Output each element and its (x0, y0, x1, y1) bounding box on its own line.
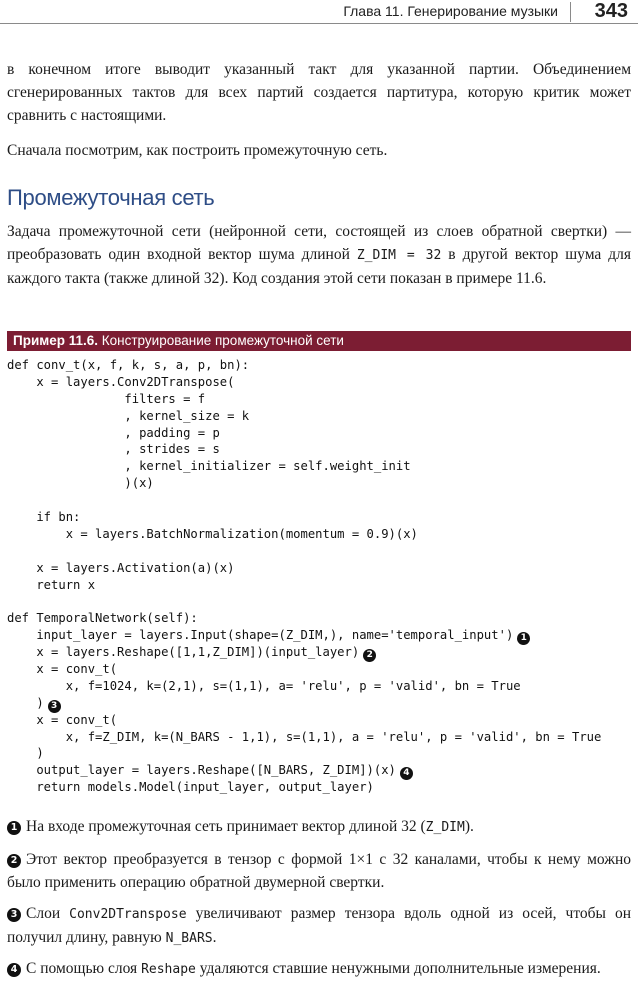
code-line (7, 374, 633, 391)
code-text: x, f=Z_DIM, k=(N_BARS - 1,1), s=(1,1), a = 'relu', p = 'valid', bn = True (7, 729, 602, 744)
code-text: x = layers.Activation(a)(x) (7, 560, 235, 575)
code-line (7, 492, 633, 509)
code-line (7, 526, 633, 543)
note-text: . (212, 929, 217, 946)
code-line (7, 661, 633, 678)
code-line (7, 610, 633, 627)
code-listing (7, 357, 633, 796)
code-line (7, 458, 633, 475)
code-text: x = layers.Conv2DTranspose( (7, 374, 235, 389)
note-text: Этот вектор преобразуется в тензор с формой 1×1 с 32 каналами, чтобы к нему можно было применить операцию обратной двумерной свертки. (7, 851, 631, 891)
section-paragraph-text-1: Задача промежуточной сети (нейронной сети, состоящей из слоев обратной свертки) — преобразовать один входной вектор шума длиной (7, 223, 631, 263)
callout-marker-icon: 2 (363, 649, 376, 662)
example-caption (7, 333, 344, 348)
note-text: удаляются ставшие ненужными дополнительные измерения. (195, 960, 601, 977)
code-text: ) (7, 746, 44, 761)
code-text: , kernel_initializer = self.weight_init (7, 459, 411, 474)
chapter-title: Глава 11. Генерирование музыки (343, 3, 558, 19)
code-text: return models.Model(input_layer, output_layer) (7, 780, 374, 795)
intro-paragraph-2: Сначала посмотрим, как построить промежуточную сеть. (7, 142, 388, 159)
code-text: input_layer = layers.Input(shape=(Z_DIM,), name='temporal_input') (7, 628, 514, 643)
code-text: , strides = s (7, 442, 220, 457)
code-text: def TemporalNetwork(self): (7, 611, 198, 626)
header-rule (0, 23, 638, 24)
note-text: ). (464, 818, 474, 835)
code-line (7, 441, 633, 458)
page-header (0, 0, 638, 24)
note-marker-icon: 4 (7, 963, 21, 977)
code-text: return x (7, 577, 96, 592)
callout-marker-icon: 4 (400, 767, 413, 780)
intro-paragraph-1: в конечном итоге выводит указанный такт для указанной партии. Объединением сгенерированных тактов для всех партий создается партитура, которую критик может сравнить с настоящими. (7, 61, 631, 124)
code-line (7, 577, 633, 594)
code-text: filters = f (7, 391, 206, 406)
code-line (7, 391, 633, 408)
code-line (7, 644, 633, 661)
zdim-inline-code: Z_DIM = 32 (356, 248, 442, 263)
note-text: увеличивают размер тензора вдоль одной из осей, чтобы он получил длину, равную (7, 905, 631, 946)
note-text: Слои (26, 905, 70, 922)
page-number: 343 (594, 0, 628, 22)
code-text: , kernel_size = k (7, 408, 250, 423)
code-text: output_layer = layers.Reshape([N_BARS, Z_DIM])(x) (7, 763, 396, 778)
section-paragraph (7, 220, 631, 290)
code-text: , padding = p (7, 425, 220, 440)
note-marker-icon: 1 (7, 821, 21, 835)
code-line (7, 593, 633, 610)
callout-note-4 (7, 957, 631, 981)
code-text: ) (7, 695, 44, 710)
note-inline-code: Reshape (141, 962, 196, 977)
code-line (7, 627, 633, 644)
code-line (7, 729, 633, 746)
code-text: def conv_t(x, f, k, s, a, p, bn): (7, 358, 250, 372)
note-text: С помощью слоя (26, 960, 142, 977)
code-line (7, 357, 633, 374)
code-text: x, f=1024, k=(2,1), s=(1,1), a= 'relu', p = 'valid', bn = True (7, 678, 521, 693)
header-separator (570, 2, 571, 22)
note-marker-icon: 3 (7, 908, 21, 922)
code-line (7, 762, 633, 779)
callout-note-1 (7, 815, 631, 839)
note-text: На входе промежуточная сеть принимает вектор длиной 32 ( (26, 818, 426, 835)
code-line (7, 425, 633, 442)
code-text: x = layers.BatchNormalization(momentum = 0.9)(x) (7, 526, 418, 541)
code-line (7, 543, 633, 560)
callout-marker-icon: 3 (48, 700, 61, 713)
note-inline-code: Z_DIM (425, 820, 465, 835)
note-inline-code: Conv2DTranspose (69, 907, 187, 922)
example-label: Пример 11.6. (13, 333, 99, 348)
example-title: Конструирование промежуточной сети (98, 333, 344, 348)
section-heading: Промежуточная сеть (7, 185, 215, 210)
code-line (7, 678, 633, 695)
code-text: x = conv_t( (7, 712, 118, 727)
callout-marker-icon: 1 (517, 632, 530, 645)
code-line (7, 509, 633, 526)
example-caption-bar (7, 331, 631, 351)
section-paragraph-text-2: в другой вектор шума для каждого такта (также длиной 32). Код создания этой сети показан в примере 11.6. (7, 246, 631, 287)
code-text: )(x) (7, 476, 154, 491)
code-line (7, 695, 633, 712)
code-line (7, 408, 633, 425)
code-text: x = layers.Reshape([1,1,Z_DIM])(input_layer) (7, 645, 360, 660)
code-line (7, 712, 633, 729)
code-text: if bn: (7, 510, 81, 525)
note-inline-code: N_BARS (165, 931, 213, 946)
code-text: x = conv_t( (7, 662, 118, 677)
note-marker-icon: 2 (7, 854, 21, 868)
code-line (7, 779, 633, 796)
callout-note-3 (7, 902, 631, 950)
code-line (7, 745, 633, 762)
callout-note-2 (7, 848, 631, 894)
code-line (7, 475, 633, 492)
code-line (7, 560, 633, 577)
